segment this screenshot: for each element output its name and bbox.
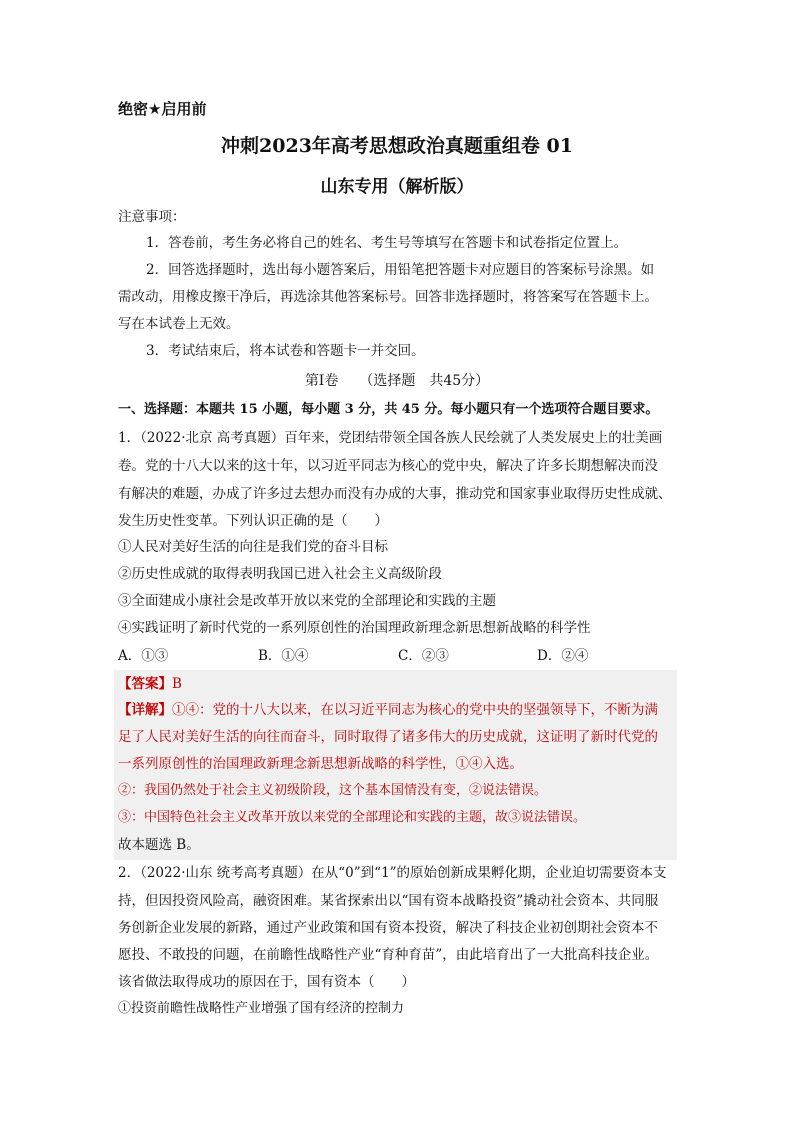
answer-value: B [172, 676, 182, 692]
q1-stem-line: 发生历史性变革。下列认识正确的是（ ） [118, 513, 388, 529]
q1-analysis-line: ③：中国特色社会主义改革开放以来党的全部理论和实践的主题，故③说法错误。 [118, 810, 587, 825]
q1-option-d: D．②④ [537, 648, 589, 664]
q1-analysis-line [118, 700, 658, 720]
q1-stem-line: 有解决的难题，办成了许多过去想办而没有办成的大事，推动党和国家事业取得历史性成就、 [118, 486, 672, 502]
q1-answer [118, 674, 182, 694]
q2-stem-line: 2．（2022·山东 统考高考真题）在从“0”到“1”的原始创新成果孵化期，企业迫切需要资本支 [118, 865, 667, 881]
section-instruction: 一、选择题：本题共 15 小题，每小题 3 分，共 45 分。每小题只有一个选项符合题目要求。 [118, 402, 659, 417]
note-item: 1．答卷前，考生务必将自己的姓名、考生号等填写在答题卡和试卷指定位置上。 [146, 235, 628, 251]
secret-label: 绝密★启用前 [118, 100, 207, 118]
q1-stem-line: 1．（2022·北京 高考真题）百年来，党团结带领全国各族人民绘就了人类发展史上的壮美画 [118, 430, 663, 446]
q1-option-b: B．①④ [258, 648, 309, 664]
page-subtitle: 山东专用（解析版） [320, 177, 474, 197]
note-item: 2．回答选择题时，选出每小题答案后，用铅笔把答题卡对应题目的答案标号涂黑。如 [146, 262, 655, 278]
note-item: 3．考试结束后，将本试卷和答题卡一并交回。 [146, 343, 425, 359]
q2-stem-line: 愿投、不敢投的问题，在前瞻性战略性产业“育种育苗”，由此培育出了一大批高科技企业。 [118, 947, 659, 963]
q1-analysis-line: 一系列原创性的治国理政新理念新思想新战略的科学性，①④入选。 [118, 756, 523, 772]
answer-label: 【答案】 [118, 676, 172, 692]
q1-statement: ④实践证明了新时代党的一系列原创性的治国理政新理念新思想新战略的科学性 [118, 620, 591, 636]
section-title: 第I卷 （选择题 共45分） [304, 373, 490, 389]
q2-statement: ①投资前瞻性战略性产业增强了国有经济的控制力 [118, 1001, 405, 1016]
q1-statement: ①人民对美好生活的向往是我们党的奋斗目标 [118, 539, 388, 555]
q1-analysis-line: ②：我国仍然处于社会主义初级阶段，这个基本国情没有变，②说法错误。 [118, 783, 548, 798]
q2-stem-line: 持，但因投资风险高，融资困难。某省探索出以“国有资本战略投资”撬动社会资本、共同服 [118, 893, 659, 909]
q1-analysis-line: 足了人民对美好生活的向往而奋斗，同时取得了诸多伟大的历史成就，这证明了新时代党的 [118, 729, 658, 745]
q1-statement: ②历史性成就的取得表明我国已进入社会主义高级阶段 [118, 566, 442, 582]
note-item: 需改动，用橡皮擦干净后，再选涂其他答案标号。回答非选择题时，将答案写在答题卡上。 [118, 289, 658, 305]
q1-option-c: C．②③ [398, 648, 449, 664]
q1-conclusion: 故本题选 B。 [118, 837, 200, 853]
q1-option-a: A．①③ [118, 648, 169, 664]
analysis-text: ①④：党的十八大以来，在以习近平同志为核心的党中央的坚强领导下，不断为满 [172, 702, 658, 718]
analysis-label: 【详解】 [118, 702, 172, 718]
note-item: 写在本试卷上无效。 [118, 316, 240, 332]
q2-stem-line: 该省做法取得成功的原因在于，国有资本（ ） [118, 974, 415, 990]
q1-statement: ③全面建成小康社会是改革开放以来党的全部理论和实践的主题 [118, 593, 496, 609]
notes-heading: 注意事项： [118, 209, 186, 225]
q1-stem-line: 卷。党的十八大以来的这十年，以习近平同志为核心的党中央，解决了许多长期想解决而没 [118, 458, 658, 474]
q2-stem-line: 务创新企业发展的新路，通过产业政策和国有资本投资，解决了科技企业初创期社会资本不 [118, 920, 658, 936]
page-title: 冲刺2023年高考思想政治真题重组卷 01 [221, 135, 573, 157]
